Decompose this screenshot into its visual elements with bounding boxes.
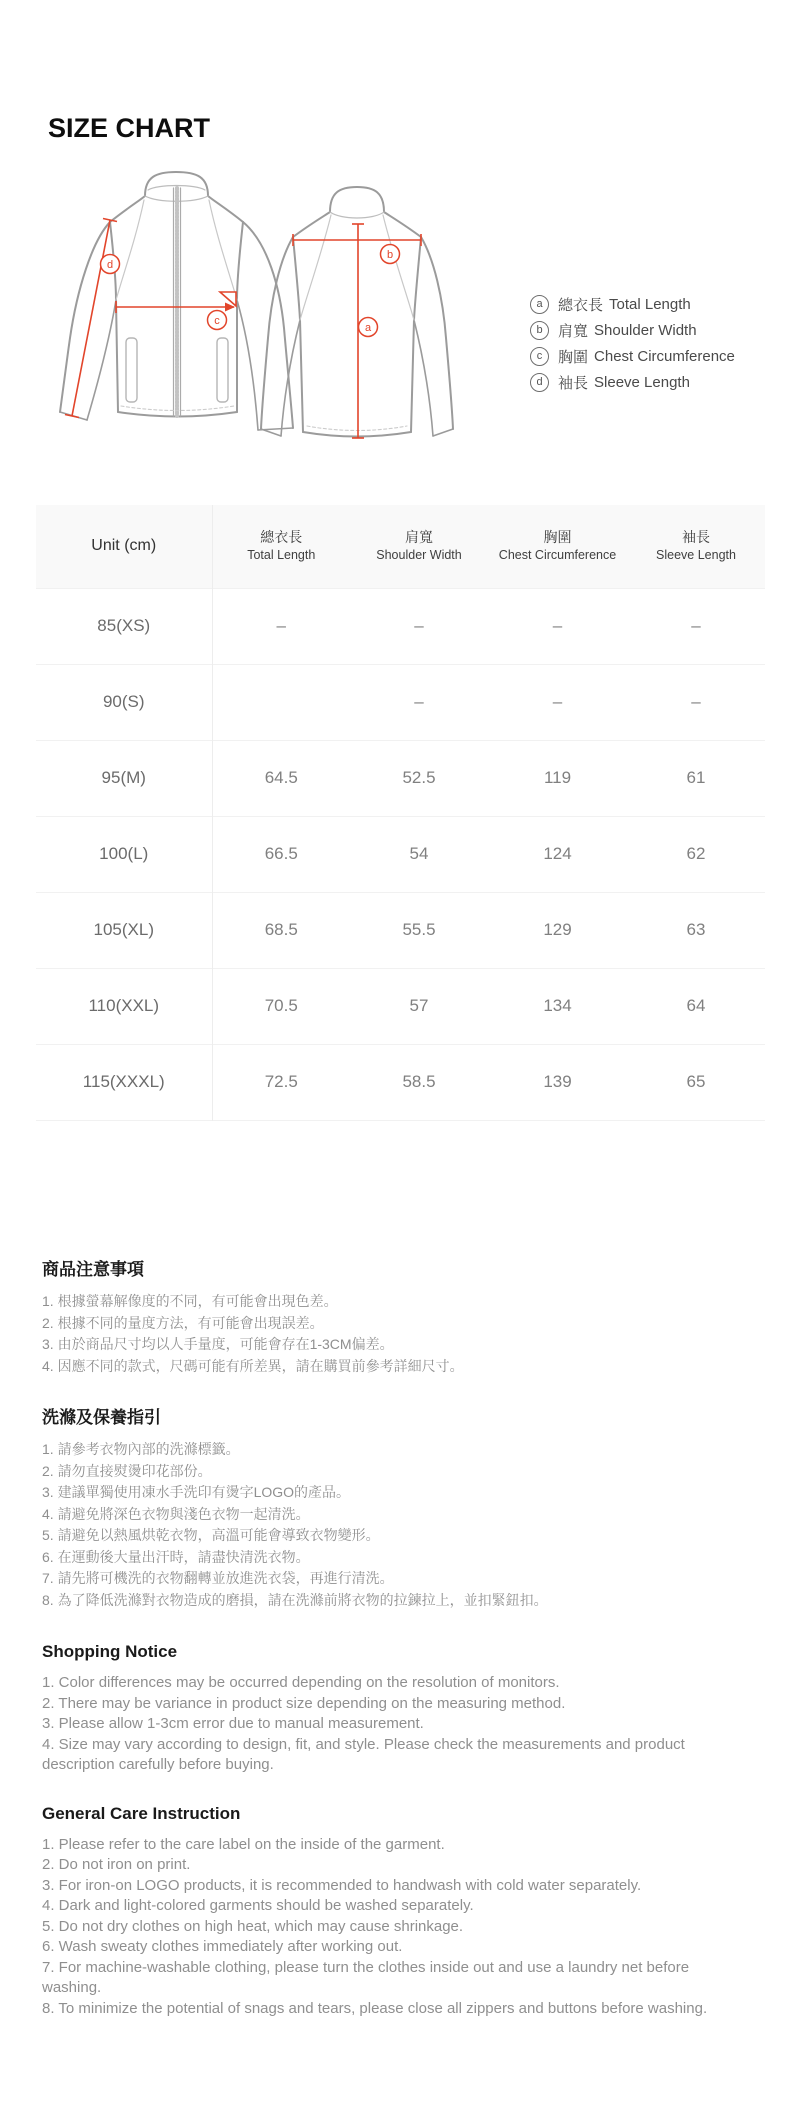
list-item: 4. Dark and light-colored garments should be washed separately. bbox=[42, 1897, 474, 1914]
size-label-cell: 115(XXXL) bbox=[36, 1044, 212, 1120]
legend-label-zh: 袖長 bbox=[558, 374, 589, 392]
list-item: 1. Please refer to the care label on the inside of the garment. bbox=[42, 1835, 445, 1853]
size-table-row bbox=[36, 664, 765, 740]
list-item: 1. Color differences may be occurred depending on the resolution of monitors. bbox=[42, 1674, 560, 1691]
legend-item bbox=[530, 317, 735, 343]
list-item: 5. Do not dry clothes on high heat, which may cause shrinkage. bbox=[42, 1917, 464, 1935]
shoulder-width-cell: 58.5 bbox=[402, 1072, 436, 1091]
list-item: 3. Please allow 1-3cm error due to manual measurement. bbox=[42, 1715, 424, 1732]
legend-label-en: Shoulder Width bbox=[594, 321, 697, 339]
legend-label-zh: 總衣長 bbox=[558, 296, 604, 314]
legend-letter-icon: a bbox=[530, 295, 549, 314]
chest-circumference-cell: 129 bbox=[543, 920, 572, 939]
size-table-header-row bbox=[36, 505, 765, 588]
list-item: 4. 因應不同的款式，尺碼可能有所差異，請在購買前參考詳細尺寸。 bbox=[42, 1357, 464, 1374]
list-item: 3. 建議單獨使用凍水手洗印有燙字LOGO的產品。 bbox=[42, 1484, 351, 1500]
sleeve-length-line bbox=[72, 220, 110, 416]
total-length-cell: 70.5 bbox=[264, 996, 298, 1015]
notice-sections bbox=[42, 1258, 747, 2019]
chest-circumference-cell: – bbox=[552, 616, 563, 635]
total-length-cell: 68.5 bbox=[264, 920, 298, 939]
section-product-notice bbox=[42, 1258, 747, 1377]
list-item: 6. Wash sweaty clothes immediately after working out. bbox=[42, 1938, 403, 1955]
size-table-row bbox=[36, 1044, 765, 1120]
label-c: c bbox=[214, 315, 220, 327]
chest-circumference-cell: 119 bbox=[543, 768, 572, 787]
list-item: 2. 請勿直接熨燙印花部份。 bbox=[42, 1462, 212, 1479]
list-item: 3. 由於商品尺寸均以人手量度，可能會存在1-3CM偏差。 bbox=[42, 1336, 394, 1352]
garment-diagram bbox=[40, 140, 480, 448]
legend-letter-icon: c bbox=[530, 347, 549, 366]
unit-header-cell: Unit (cm) bbox=[36, 505, 212, 588]
sleeve-length-cell: 62 bbox=[686, 844, 706, 863]
shoulder-width-cell: – bbox=[414, 692, 424, 711]
shoulder-width-cell: 52.5 bbox=[402, 768, 436, 787]
measurement-legend bbox=[530, 291, 735, 395]
section-list bbox=[42, 1835, 747, 2020]
list-item: 1. 根據螢幕解像度的不同，有可能會出現色差。 bbox=[42, 1293, 338, 1309]
total-length-cell: 66.5 bbox=[264, 844, 298, 863]
list-item: 4. Size may vary according to design, fit, and style. Please check the measurements and product description carefully before buying. bbox=[42, 1735, 685, 1773]
section-list bbox=[42, 1291, 747, 1377]
size-table-row bbox=[36, 892, 765, 968]
chest-circumference-cell: 139 bbox=[543, 1072, 572, 1091]
section-general-care-instruction bbox=[42, 1802, 747, 2020]
legend-item bbox=[530, 343, 735, 369]
total-length-cell: 64.5 bbox=[264, 768, 298, 787]
list-item: 6. 在運動後大量出汗時，請盡快清洗衣物。 bbox=[42, 1548, 310, 1565]
list-item: 7. 請先將可機洗的衣物翻轉並放進洗衣袋，再進行清洗。 bbox=[42, 1570, 394, 1586]
list-item: 2. Do not iron on print. bbox=[42, 1856, 191, 1873]
label-d: d bbox=[106, 259, 114, 271]
chest-circumference-cell: 124 bbox=[543, 844, 572, 863]
section-heading: General Care Instruction bbox=[42, 1803, 241, 1823]
column-header-chest-circumference: 胸圍 Chest Circumference bbox=[498, 529, 617, 563]
legend-item bbox=[530, 291, 735, 317]
chest-circumference-cell: – bbox=[552, 692, 563, 711]
sleeve-length-cell: – bbox=[691, 692, 701, 711]
legend-item bbox=[530, 369, 735, 395]
legend-letter-icon: d bbox=[530, 373, 549, 392]
sleeve-length-cell: 64 bbox=[686, 996, 706, 1015]
legend-label-en: Sleeve Length bbox=[594, 373, 690, 391]
size-label-cell: 105(XL) bbox=[36, 892, 212, 968]
sleeve-length-cell: 63 bbox=[686, 920, 706, 939]
sleeve-length-cell: 61 bbox=[686, 768, 706, 787]
list-item: 1. 請參考衣物內部的洗滌標籤。 bbox=[42, 1441, 240, 1457]
column-header-total-length: 總衣長 Total Length bbox=[247, 529, 316, 563]
shoulder-width-cell: 57 bbox=[409, 996, 429, 1015]
size-table-row bbox=[36, 588, 765, 664]
list-item: 4. 請避免將深色衣物與淺色衣物一起清洗。 bbox=[42, 1505, 310, 1522]
shoulder-width-cell: 54 bbox=[409, 844, 429, 863]
section-list bbox=[42, 1439, 747, 1611]
column-header-shoulder-width: 肩寬 Shoulder Width bbox=[376, 529, 462, 563]
shoulder-width-cell: – bbox=[414, 616, 424, 635]
shoulder-width-cell: 55.5 bbox=[402, 920, 436, 939]
legend-label-zh: 肩寬 bbox=[558, 322, 589, 340]
list-item: 3. For iron-on LOGO products, it is recommended to handwash with cold water separately. bbox=[42, 1876, 642, 1894]
list-item: 2. There may be variance in product size depending on the measuring method. bbox=[42, 1694, 566, 1712]
list-item: 7. For machine-washable clothing, please turn the clothes inside out and use a laundry net before washing. bbox=[42, 1958, 690, 1996]
size-table-row bbox=[36, 968, 765, 1044]
size-label-cell: 95(M) bbox=[36, 740, 212, 816]
column-header-sleeve-length: 袖長 Sleeve Length bbox=[656, 529, 736, 563]
label-a: a bbox=[364, 322, 372, 334]
sleeve-length-cell: 65 bbox=[686, 1072, 706, 1091]
size-label-cell: 110(XXL) bbox=[36, 968, 212, 1044]
jacket-diagram-illustration bbox=[40, 140, 480, 448]
section-shopping-notice bbox=[42, 1640, 747, 1776]
section-heading: 商品注意事項 bbox=[42, 1260, 144, 1279]
section-heading: Shopping Notice bbox=[42, 1642, 178, 1661]
total-length-cell: 72.5 bbox=[264, 1072, 298, 1091]
sleeve-length-cell: – bbox=[691, 616, 701, 635]
total-length-cell bbox=[212, 664, 350, 740]
list-item: 8. To minimize the potential of snags and tears, please close all zippers and buttons before washing. bbox=[42, 1999, 708, 2017]
legend-label-en: Chest Circumference bbox=[594, 347, 735, 365]
section-list bbox=[42, 1673, 747, 1776]
size-label-cell: 100(L) bbox=[36, 816, 212, 892]
section-washing-care-zh bbox=[42, 1406, 747, 1611]
label-b: b bbox=[386, 249, 394, 261]
chest-circumference-cell: 134 bbox=[543, 996, 572, 1015]
list-item: 5. 請避免以熱風烘乾衣物，高溫可能會導致衣物變形。 bbox=[42, 1527, 380, 1543]
list-item: 2. 根據不同的量度方法，有可能會出現誤差。 bbox=[42, 1314, 324, 1331]
section-heading: 洗滌及保養指引 bbox=[42, 1408, 161, 1427]
total-length-cell: – bbox=[276, 616, 286, 635]
size-label-cell: 90(S) bbox=[36, 664, 212, 740]
page-title: SIZE CHART bbox=[48, 113, 210, 144]
size-table-row bbox=[36, 816, 765, 892]
legend-label-zh: 胸圍 bbox=[558, 348, 589, 366]
list-item: 8. 為了降低洗滌對衣物造成的磨損，請在洗滌前將衣物的拉鍊拉上，並扣緊鈕扣。 bbox=[42, 1591, 548, 1608]
legend-letter-icon: b bbox=[530, 321, 549, 340]
size-label-cell: 85(XS) bbox=[36, 588, 212, 664]
legend-label-en: Total Length bbox=[609, 295, 691, 313]
size-table-row bbox=[36, 740, 765, 816]
size-table bbox=[36, 505, 765, 1121]
